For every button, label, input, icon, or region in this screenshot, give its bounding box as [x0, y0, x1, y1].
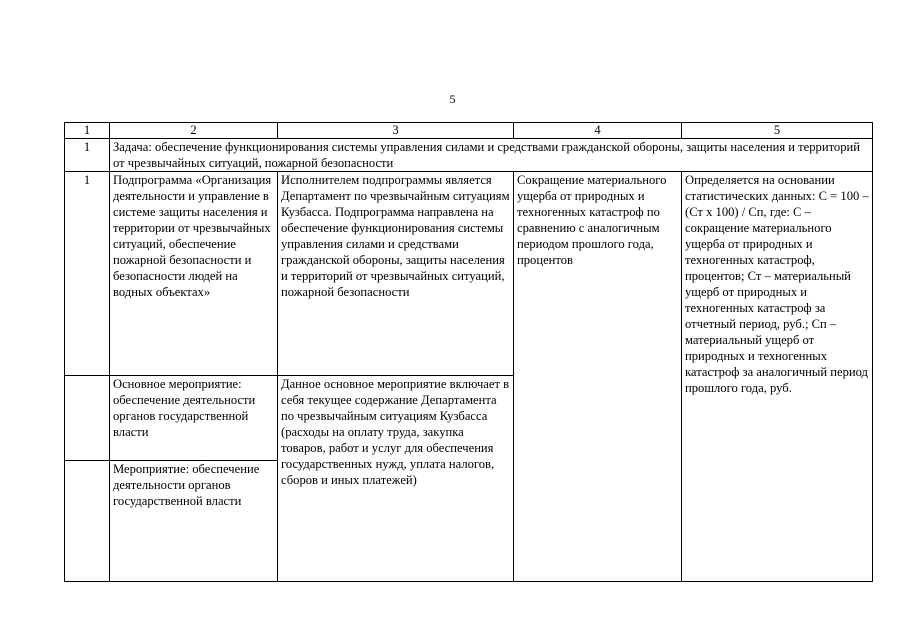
header-cell-2: 2 [110, 123, 278, 139]
table-row [65, 172, 873, 376]
header-cell-1: 1 [65, 123, 110, 139]
page-number: 5 [449, 92, 456, 106]
header-cell-3: 3 [278, 123, 514, 139]
indicator-cell: Сокращение материального ущерба от природных и техногенных катастроф по сравнению с аналогичным периодом прошлого года, процентов [514, 172, 682, 582]
main-activity-name: Основное мероприятие: обеспечение деятельности органов государственной власти [110, 376, 278, 461]
subprogram-description: Исполнителем подпрограммы является Департамент по чрезвычайным ситуациям Кузбасса. Подпрограмма направлена на обеспечение функционирования системы управления силами и средствами гражданской обороны, защиты населения и территорий от чрезвычайных ситуаций, пожарной безопасности [278, 172, 514, 376]
header-cell-4: 4 [514, 123, 682, 139]
task-text: Задача: обеспечение функционирования системы управления силами и средствами гражданской обороны, защиты населения и территорий от чрезвычайных ситуаций, пожарной безопасности [110, 139, 873, 172]
row-number-empty [65, 376, 110, 461]
method-cell: Определяется на основании статистических данных: С = 100 – (Ст х 100) / Сп, где: С – сокращение материального ущерба от природных и техногенных катастроф, процентов; Ст – материальный ущерб от природных и техногенных катастроф за отчетный период, руб.; Сп – материальный ущерб от природных и техногенных катастроф за аналогичный период прошлого года, руб. [682, 172, 873, 582]
main-activity-description: Данное основное мероприятие включает в себя текущее содержание Департамента по чрезвычайным ситуациям Кузбасса (расходы на оплату труда, закупка товаров, работ и услуг для обеспечения государственных нужд, уплата налогов, сборов и иных платежей) [278, 376, 514, 582]
row-number-empty [65, 461, 110, 582]
task-row [65, 139, 873, 172]
subprogram-name: Подпрограмма «Организация деятельности и управление в системе защиты населения и территории от чрезвычайных ситуаций, обеспечение пожарной безопасности и безопасности людей на водных объектах» [110, 172, 278, 376]
header-row [65, 123, 873, 139]
header-cell-5: 5 [682, 123, 873, 139]
activity-name: Мероприятие: обеспечение деятельности органов государственной власти [110, 461, 278, 582]
row-number: 1 [65, 172, 110, 376]
program-table [64, 122, 873, 582]
task-number: 1 [65, 139, 110, 172]
